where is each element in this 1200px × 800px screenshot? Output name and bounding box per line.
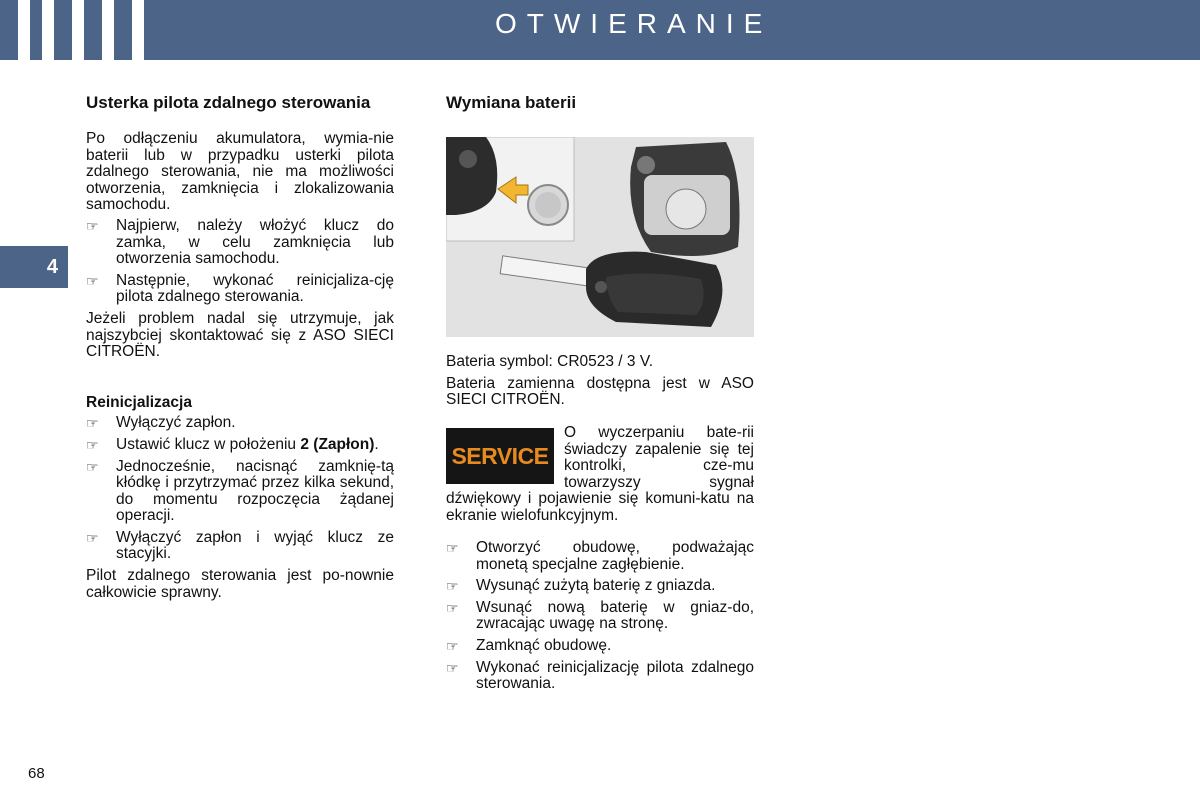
battery-availability-text: Bateria zamienna dostępna jest w ASO SIECI CITROËN. <box>446 374 754 409</box>
pointing-hand-icon: ☞ <box>446 659 459 676</box>
list-item <box>86 530 394 563</box>
list-item <box>86 459 394 525</box>
steps-list <box>446 540 754 693</box>
right-column <box>446 354 754 409</box>
steps-column <box>446 540 754 693</box>
list-item <box>446 540 754 573</box>
pointing-hand-icon: ☞ <box>446 599 459 616</box>
left-column <box>86 93 394 601</box>
pointing-hand-icon: ☞ <box>86 415 99 432</box>
list-item <box>86 218 394 268</box>
list-item-text: Jednocześnie, nacisnąć zamknię-tą kłódkę i przytrzymać przez kilka sekund, do momentu rozpoczęcia żądanej operacji. <box>116 457 394 525</box>
list-item-text: Najpierw, należy włożyć klucz do zamka, w celu zamknięcia lub otworzenia samochodu. <box>116 216 394 268</box>
battery-symbol-text: Bateria symbol: CR0523 / 3 V. <box>446 353 654 370</box>
list-item-text: Wyłączyć zapłon. <box>116 414 236 432</box>
pointing-hand-icon: ☞ <box>86 272 99 289</box>
header-stripe <box>72 0 84 60</box>
list-item <box>446 638 754 655</box>
header-stripe <box>132 0 144 60</box>
closing-paragraph: Pilot zdalnego sterowania jest po-nownie całkowicie sprawny. <box>86 567 394 601</box>
chapter-tab: 4 <box>0 246 68 288</box>
key-position-label: 2 (Zapłon) <box>300 435 375 453</box>
right-column-heading <box>446 93 754 112</box>
section-heading: Wymiana baterii <box>446 93 577 112</box>
list-item <box>446 660 754 693</box>
list-item-text: Wsunąć nową baterię w gniaz-do, zwracając uwagę na stronę. <box>476 598 754 633</box>
section-heading: Usterka pilota zdalnego sterowania <box>86 93 371 112</box>
list-item-text: Następnie, wykonać reinicjaliza-cję pilota zdalnego sterowania. <box>116 271 394 306</box>
list-item-text: Wysunąć zużytą baterię z gniazda. <box>476 577 716 595</box>
service-description-block <box>446 425 754 525</box>
pointing-hand-icon: ☞ <box>446 637 459 654</box>
list-item-text: Zamknąć obudowę. <box>476 636 612 654</box>
service-description: O wyczerpaniu bate-rii świadczy zapalenie się tej kontrolki, cze-mu towarzyszy sygnał dźwiękowy i pojawienie się komuni-katu na ekranie wielofunkcyjnym. <box>446 424 754 524</box>
outro-paragraph: Jeżeli problem nadal się utrzymuje, jak najszybciej skontaktować się z ASO SIECI CITROËN. <box>86 309 394 361</box>
page-number: 68 <box>28 765 45 782</box>
list-item <box>86 273 394 306</box>
intro-paragraph: Po odłączeniu akumulatora, wymia-nie baterii lub w przypadku usterki pilota zdalnego sterowania, nie ma możliwości otworzenia, zamknięcia i zlokalizowania samochodu. <box>86 130 394 214</box>
key-battery-illustration <box>446 137 754 337</box>
header-stripe <box>18 0 30 60</box>
pointing-hand-icon: ☞ <box>446 578 459 595</box>
pointing-hand-icon: ☞ <box>86 217 99 234</box>
header-stripe <box>102 0 114 60</box>
reinit-list <box>86 415 394 563</box>
list-item <box>86 415 394 432</box>
bullet-list <box>86 218 394 306</box>
list-item-text: Otworzyć obudowę, podważając monetą specjalne zagłębienie. <box>476 539 754 573</box>
subsection-heading: Reinicjalizacja <box>86 393 192 411</box>
pointing-hand-icon: ☞ <box>86 458 99 475</box>
page-title: OTWIERANIE <box>495 8 773 39</box>
header-stripe <box>42 0 54 60</box>
pointing-hand-icon: ☞ <box>86 529 99 546</box>
list-item <box>446 578 754 595</box>
list-item-text: . <box>374 435 379 453</box>
key-fob-image <box>446 137 754 337</box>
pointing-hand-icon: ☞ <box>86 436 99 453</box>
list-item-text: Ustawić klucz w położeniu <box>116 435 297 453</box>
list-item <box>446 600 754 633</box>
pointing-hand-icon: ☞ <box>446 540 459 556</box>
list-item-text: Wyłączyć zapłon i wyjąć klucz ze stacyjki. <box>116 528 394 563</box>
page-header <box>0 0 1200 60</box>
list-item-text: Wykonać reinicjalizację pilota zdalnego sterowania. <box>476 658 754 693</box>
list-item <box>86 437 394 454</box>
service-label: SERVICE <box>451 442 549 469</box>
